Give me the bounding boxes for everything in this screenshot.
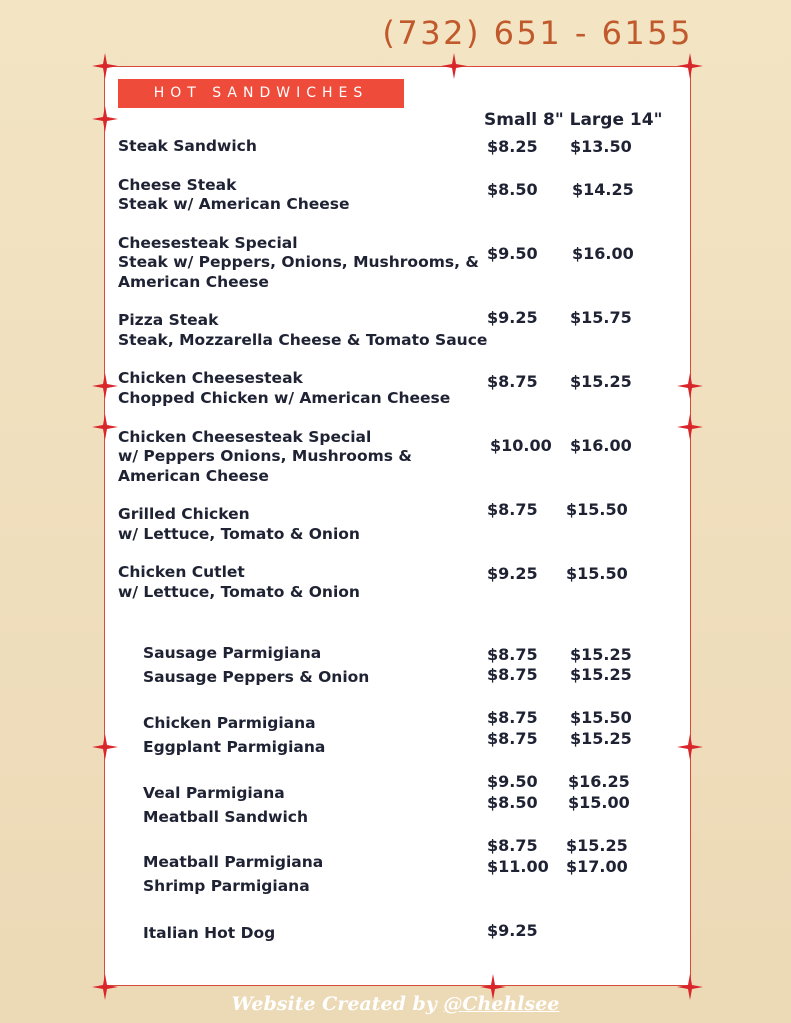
- item-description: Steak, Mozzarella Cheese & Tomato Sauce: [118, 331, 488, 349]
- sparkle-star-icon: [441, 53, 467, 79]
- item-title: Chicken Cheesesteak Special: [118, 428, 372, 446]
- price-large: $14.25: [572, 180, 634, 199]
- price-small: $8.75: [487, 836, 538, 855]
- price-large: $15.25: [570, 665, 632, 684]
- item-title: Steak Sandwich: [118, 137, 257, 155]
- price-small: $8.75: [487, 665, 538, 684]
- item-title: Chicken Cheesesteak: [118, 369, 303, 387]
- price-small: $9.25: [487, 564, 538, 583]
- price-large: $15.75: [570, 308, 632, 327]
- price-small: $8.50: [487, 180, 538, 199]
- price-small: $8.25: [487, 137, 538, 156]
- item-title: Pizza Steak: [118, 311, 219, 329]
- parm-item-name: Eggplant Parmigiana: [143, 738, 326, 756]
- parm-item-name: Sausage Peppers & Onion: [143, 668, 370, 686]
- credit-text: Website Created by: [231, 993, 444, 1015]
- item-description: w/ Lettuce, Tomato & Onion: [118, 525, 360, 543]
- price-large: $15.25: [570, 729, 632, 748]
- parm-item-name: Veal Parmigiana: [143, 784, 285, 802]
- sparkle-star-icon: [677, 414, 703, 440]
- item-title: Chicken Cutlet: [118, 563, 245, 581]
- section-title-banner: HOT SANDWICHES: [118, 79, 404, 108]
- parm-item-name: Meatball Parmigiana: [143, 853, 324, 871]
- item-description: Steak w/ American Cheese: [118, 195, 350, 213]
- price-small: $9.50: [487, 244, 538, 263]
- parm-item-name: Shrimp Parmigiana: [143, 877, 310, 895]
- price-large: $16.25: [568, 772, 630, 791]
- price-small: $8.50: [487, 793, 538, 812]
- item-title: Cheesesteak Special: [118, 234, 298, 252]
- phone-number[interactable]: (732) 651 - 6155: [382, 14, 693, 52]
- parm-item-name: Meatball Sandwich: [143, 808, 308, 826]
- price-large: $15.25: [570, 372, 632, 391]
- item-description: w/ Lettuce, Tomato & Onion: [118, 583, 360, 601]
- price-small: $11.00: [487, 857, 549, 876]
- price-small: $8.75: [487, 372, 538, 391]
- price-large: $15.00: [568, 793, 630, 812]
- price-large: $13.50: [570, 137, 632, 156]
- item-title: Cheese Steak: [118, 176, 237, 194]
- price-large: $17.00: [566, 857, 628, 876]
- item-description: American Cheese: [118, 467, 269, 485]
- sparkle-star-icon: [677, 373, 703, 399]
- price-large: $15.50: [570, 708, 632, 727]
- price-small: $8.75: [487, 500, 538, 519]
- price-small: $9.50: [487, 772, 538, 791]
- sparkle-star-icon: [92, 373, 118, 399]
- price-small: $8.75: [487, 729, 538, 748]
- credit-link[interactable]: @Chehlsee: [443, 993, 560, 1015]
- sparkle-star-icon: [677, 53, 703, 79]
- price-small: $9.25: [487, 308, 538, 327]
- price-large: $15.50: [566, 564, 628, 583]
- sparkle-star-icon: [92, 734, 118, 760]
- price-small: $10.00: [490, 436, 552, 455]
- parm-item-name: Sausage Parmigiana: [143, 644, 322, 662]
- price-large: $15.25: [566, 836, 628, 855]
- price-small: $9.25: [487, 921, 538, 940]
- sparkle-star-icon: [92, 53, 118, 79]
- price-large: $16.00: [572, 244, 634, 263]
- parm-item-name: Italian Hot Dog: [143, 924, 276, 942]
- item-description: American Cheese: [118, 273, 269, 291]
- parm-item-name: Chicken Parmigiana: [143, 714, 316, 732]
- sparkle-star-icon: [92, 106, 118, 132]
- price-large: $15.25: [570, 645, 632, 664]
- item-description: w/ Peppers Onions, Mushrooms &: [118, 447, 412, 465]
- price-large: $15.50: [566, 500, 628, 519]
- size-column-header: Small 8" Large 14": [484, 110, 663, 130]
- sparkle-star-icon: [92, 414, 118, 440]
- website-credit: [0, 993, 791, 1015]
- item-title: Grilled Chicken: [118, 505, 250, 523]
- price-large: $16.00: [570, 436, 632, 455]
- item-description: Chopped Chicken w/ American Cheese: [118, 389, 451, 407]
- item-description: Steak w/ Peppers, Onions, Mushrooms, &: [118, 253, 479, 271]
- price-small: $8.75: [487, 645, 538, 664]
- sparkle-star-icon: [677, 734, 703, 760]
- price-small: $8.75: [487, 708, 538, 727]
